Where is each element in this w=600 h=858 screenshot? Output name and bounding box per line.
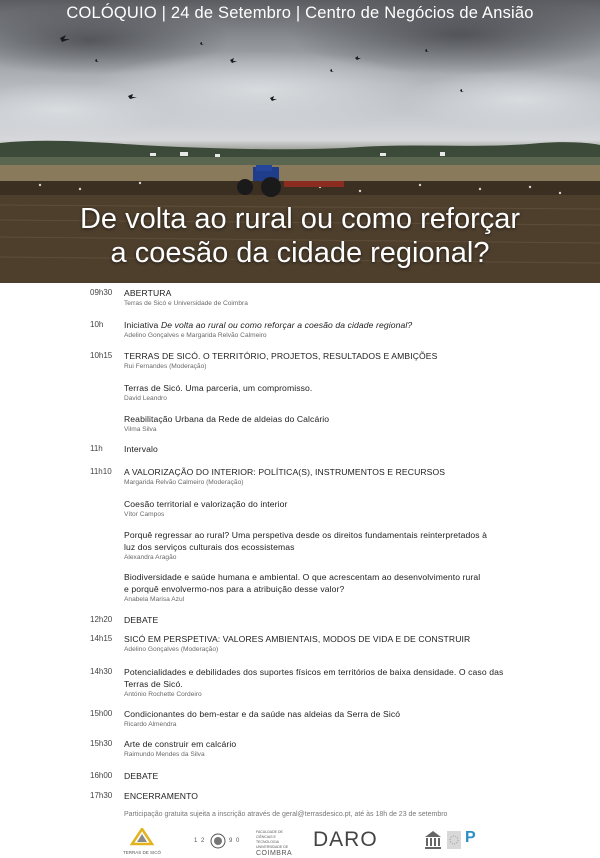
item-speaker: David Leandro — [124, 395, 167, 402]
item-speaker: Adelino Gonçalves (Moderação) — [124, 646, 219, 653]
triangle-icon — [122, 828, 162, 846]
item-title: Iniciativa De volta ao rural ou como reforçar a coesão da cidade regional? — [124, 320, 413, 330]
item-title: Terras de Sicó. Uma parceria, um compromisso. — [124, 383, 313, 393]
uc-fctuc-logo: 1 2 9 0 FACULDADE DE CIÊNCIAS E TECNOLOGIA UNIVERSIDADE DE COIMBRA — [194, 830, 293, 857]
item-speaker: Margarida Relvão Calmeiro (Moderação) — [124, 479, 244, 486]
item-time: 14h30 — [90, 667, 113, 676]
item-time: 16h00 — [90, 771, 113, 780]
item-title: SICÓ EM PERSPETIVA: VALORES AMBIENTAIS, MODOS DE VIDA E DE CONSTRUIR — [124, 634, 471, 644]
event-line: COLÓQUIO | 24 de Setembro | Centro de Negócios de Ansião — [66, 4, 534, 22]
registration-note: Participação gratuita sujeita a inscrição através de geral@terrasdesico.pt, até às 18h de 23 de setembro — [124, 811, 448, 818]
daro-logo: DARO — [313, 828, 378, 851]
item-title: Biodiversidade e saúde humana e ambiental. O que acrescentam ao desenvolvimento rural — [124, 572, 481, 582]
item-time: 11h10 — [90, 467, 112, 476]
item-speaker: Rui Fernandes (Moderação) — [124, 363, 207, 370]
item-title: Intervalo — [124, 444, 158, 454]
item-title: A VALORIZAÇÃO DO INTERIOR: POLÍTICA(S), INSTRUMENTOS E RECURSOS — [124, 467, 446, 477]
item-speaker: Terras de Sicó e Universidade de Coimbra — [124, 300, 248, 307]
item-title: ABERTURA — [124, 288, 172, 298]
eu-flag-icon — [447, 831, 461, 849]
terras-de-sico-logo: TERRAS DE SICÓ — [122, 828, 162, 854]
item-title: DEBATE — [124, 771, 159, 781]
item-title: DEBATE — [124, 615, 159, 625]
eu-funding-logos: P — [423, 829, 479, 853]
item-time: 17h30 — [90, 791, 113, 800]
item-title: Coesão territorial e valorização do interior — [124, 499, 288, 509]
item-speaker: Vítor Campos — [124, 511, 165, 518]
item-title: Condicionantes do bem-estar e da saúde nas aldeias da Serra de Sicó — [124, 709, 401, 719]
item-title: Arte de construir em calcário — [124, 739, 237, 749]
item-time: 14h15 — [90, 634, 113, 643]
item-time: 10h — [90, 320, 104, 329]
hero-image — [0, 0, 600, 283]
item-title: Potencialidades e debilidades dos suportes físicos em territórios de baixa densidade. O caso das — [124, 667, 504, 677]
item-time: 15h00 — [90, 709, 113, 718]
item-title-cont: luz dos serviços culturais dos ecossistemas — [124, 542, 295, 552]
item-speaker: Adelino Gonçalves e Margarida Relvão Calmeiro — [124, 332, 267, 339]
item-title: TERRAS DE SICÓ. O TERRITÓRIO, PROJETOS, RESULTADOS E AMBIÇÕES — [124, 351, 438, 361]
title-line-2: a coesão da cidade regional? — [110, 237, 490, 269]
unesco-icon — [423, 829, 443, 851]
item-time: 10h15 — [90, 351, 113, 360]
item-speaker: Anabela Marisa Azul — [124, 596, 185, 603]
item-time: 12h20 — [90, 615, 113, 624]
title-line-1: De volta ao rural ou como reforçar — [79, 203, 521, 235]
item-speaker: Ricardo Almendra — [124, 721, 177, 728]
item-title-cont: Terras de Sicó. — [124, 679, 183, 689]
item-time: 15h30 — [90, 739, 113, 748]
item-speaker: Vilma Silva — [124, 426, 157, 433]
item-title: ENCERRAMENTO — [124, 791, 199, 801]
uc-seal-icon — [210, 831, 226, 851]
item-speaker: Raimundo Mendes da Silva — [124, 751, 205, 758]
item-time: 11h — [90, 444, 103, 453]
item-title: Reabilitação Urbana da Rede de aldeias do Calcário — [124, 414, 330, 424]
item-speaker: Alexandra Aragão — [124, 554, 177, 561]
item-speaker: António Rochette Cordeiro — [124, 691, 202, 698]
poster-title — [0, 202, 600, 270]
item-title: Porquê regressar ao rural? Uma perspetiva desde os direitos fundamentais reinterpretados à — [124, 530, 487, 540]
item-title-cont: e porquê envolvermo-nos para a atribuição desse valor? — [124, 584, 345, 594]
item-time: 09h30 — [90, 288, 113, 297]
partner-logos — [0, 826, 600, 857]
